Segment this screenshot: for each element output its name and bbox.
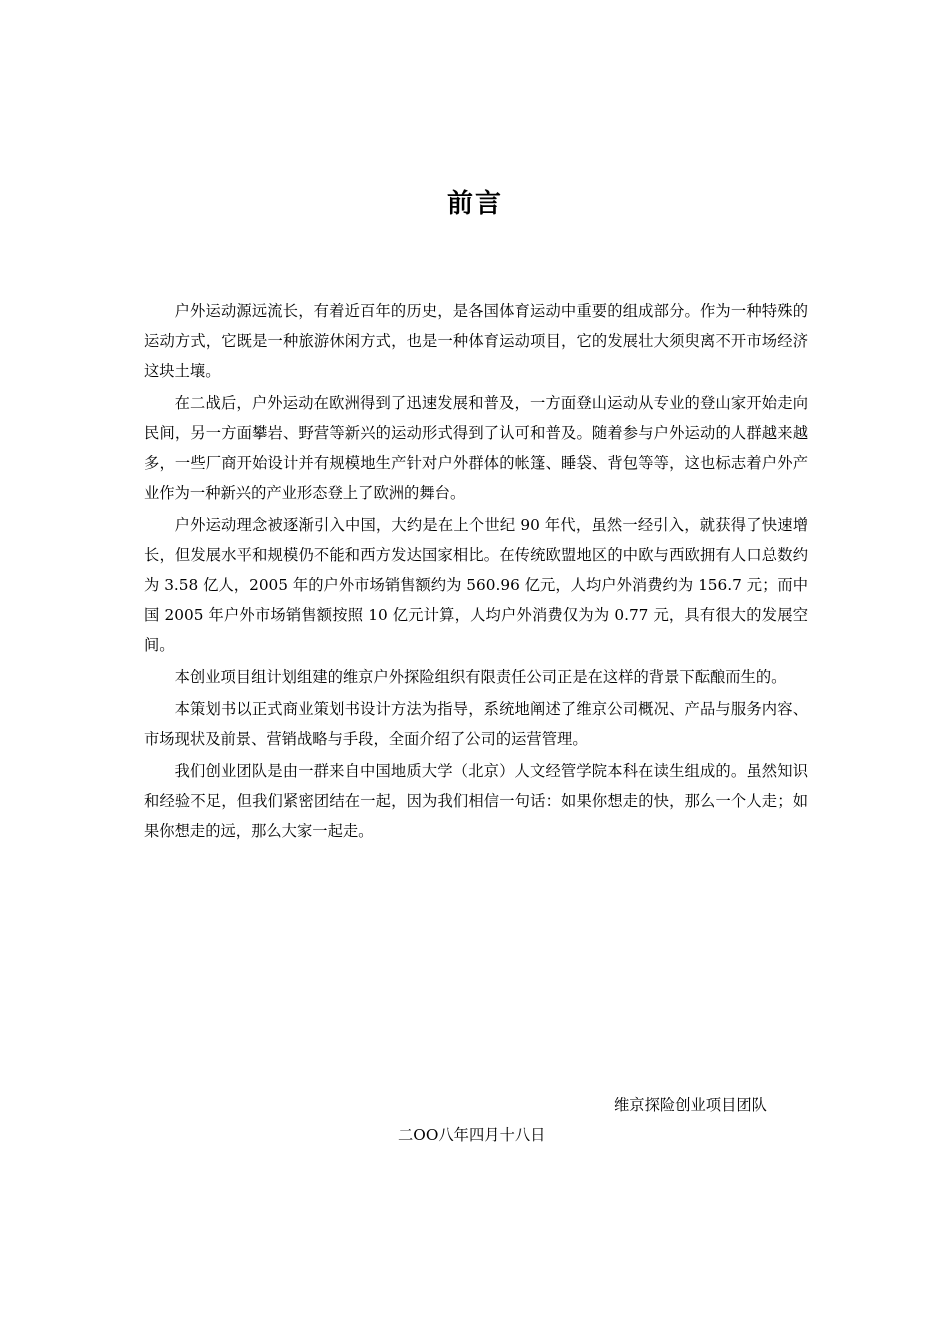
signature-date: 二OO八年四月十八日 [398,1126,546,1144]
paragraph-4: 本创业项目组计划组建的维京户外探险组织有限责任公司正是在这样的背景下酝酿而生的。 [174,668,787,686]
paragraph-5: 本策划书以正式商业策划书设计方法为指导，系统地阐述了维京公司概况、产品与服务内容、市场现状及前景、营销战略与手段，全面介绍了公司的运营管理。 [144,700,808,748]
paragraph-3: 户外运动理念被逐渐引入中国，大约是在上个世纪 90 年代，虽然一经引入，就获得了快速增长，但发展水平和规模仍不能和西方发达国家相比。在传统欧盟地区的中欧与西欧拥有人口总数约为 3.58 亿人，2005 年的户外市场销售额约为 560.96 亿元，人均户外消费约为 156.7 元；而中国 2005 年户外市场销售额按照 10 亿元计算，人均户外消费仅为为 0.77 元，具有很大的发展空间。 [144,516,809,654]
paragraph-2: 在二战后，户外运动在欧洲得到了迅速发展和普及，一方面登山运动从专业的登山家开始走向民间，另一方面攀岩、野营等新兴的运动形式得到了认可和普及。随着参与户外运动的人群越来越多，一些厂商开始设计并有规模地生产针对户外群体的帐篷、睡袋、背包等等，这也标志着户外产业作为一种新兴的产业形态登上了欧洲的舞台。 [144,394,808,502]
page-title: 前言 [446,189,503,219]
signature-team: 维京探险创业项目团队 [614,1096,767,1114]
preface-body [144,296,808,848]
paragraph-1: 户外运动源远流长，有着近百年的历史，是各国体育运动中重要的组成部分。作为一种特殊的运动方式，它既是一种旅游休闲方式，也是一种体育运动项目，它的发展壮大须臾离不开市场经济这块土壤。 [144,302,808,380]
paragraph-6: 我们创业团队是由一群来自中国地质大学（北京）人文经管学院本科在读生组成的。虽然知识和经验不足，但我们紧密团结在一起，因为我们相信一句话：如果你想走的快，那么一个人走；如果你想走的远，那么大家一起走。 [144,762,808,840]
